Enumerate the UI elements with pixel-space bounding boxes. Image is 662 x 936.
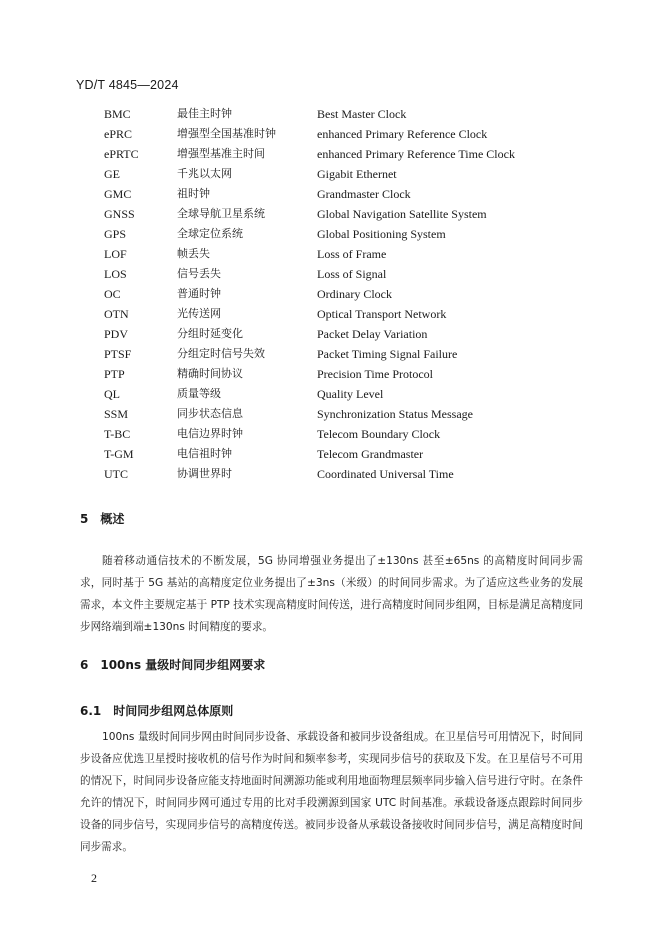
abbreviation-row — [104, 264, 564, 284]
abbreviation-code: QL — [104, 387, 120, 401]
abbreviation-row — [104, 424, 564, 444]
section-5-heading — [80, 510, 124, 527]
abbreviation-code: BMC — [104, 107, 131, 121]
abbreviation-code: PDV — [104, 327, 129, 341]
abbreviation-english: Loss of Frame — [317, 247, 387, 261]
abbreviation-chinese: 光传送网 — [177, 307, 221, 320]
abbreviation-english: Telecom Grandmaster — [317, 447, 424, 461]
abbreviation-chinese: 分组时延变化 — [177, 327, 243, 340]
abbreviation-english: Grandmaster Clock — [317, 187, 411, 201]
abbreviation-chinese: 电信边界时钟 — [177, 427, 243, 440]
abbreviation-english: Precision Time Protocol — [317, 367, 434, 381]
abbreviation-english: Ordinary Clock — [317, 287, 392, 301]
abbreviation-code: GE — [104, 167, 120, 181]
abbreviation-english: Gigabit Ethernet — [317, 167, 397, 181]
abbreviation-english: Telecom Boundary Clock — [317, 427, 441, 441]
section-6-1-number: 6.1 — [80, 704, 102, 718]
abbreviation-chinese: 增强型全国基准时钟 — [177, 127, 276, 140]
abbreviation-row — [104, 364, 564, 384]
abbreviation-code: ePRC — [104, 127, 133, 141]
abbreviation-row — [104, 244, 564, 264]
abbreviation-chinese: 精确时间协议 — [177, 367, 243, 380]
abbreviation-code: PTP — [104, 367, 125, 381]
abbreviation-row — [104, 124, 564, 144]
abbreviation-code: GMC — [104, 187, 132, 201]
abbreviation-row — [104, 384, 564, 404]
abbreviation-code: GPS — [104, 227, 127, 241]
section-6-1-paragraph: 100ns 量级时间同步网由时间同步设备、承载设备和被同步设备组成。在卫星信号可用情况下，时间同步设备应优选卫星授时接收机的信号作为时间和频率参考，实现同步信号的获取及下发。在卫星信号不可用的情况下，时间同步设备应能支持地面时间溯源功能或利用地面物理层频率同步输入信号进行守时。在条件允许的情况下，时间同步网可通过专用的比对手段溯源到国家 UTC 时间基准。承载设备逐点跟踪时间同步设备的同步信号，实现同步信号的高精度传送。被同步设备从承载设备接收时间同步信号，满足高精度时间同步需求。 — [80, 731, 583, 853]
abbreviation-english: Packet Delay Variation — [317, 327, 428, 341]
section-6-heading — [80, 656, 265, 673]
abbreviation-chinese: 全球导航卫星系统 — [177, 207, 265, 220]
abbreviation-chinese: 祖时钟 — [177, 187, 210, 200]
abbreviation-english: Global Navigation Satellite System — [317, 207, 487, 221]
abbreviation-chinese: 协调世界时 — [177, 467, 232, 480]
abbreviation-chinese: 普通时钟 — [177, 287, 221, 300]
abbreviation-code: SSM — [104, 407, 129, 421]
abbreviation-code: PTSF — [104, 347, 132, 361]
section-6-title: 100ns 量级时间同步组网要求 — [100, 658, 266, 672]
abbreviation-row — [104, 204, 564, 224]
abbreviation-list — [104, 104, 564, 484]
abbreviation-row — [104, 464, 564, 484]
abbreviation-row — [104, 444, 564, 464]
abbreviation-code: OC — [104, 287, 121, 301]
abbreviation-english: enhanced Primary Reference Clock — [317, 127, 488, 141]
abbreviation-english: Packet Timing Signal Failure — [317, 347, 458, 361]
abbreviation-row — [104, 104, 564, 124]
section-5-paragraph: 随着移动通信技术的不断发展，5G 协同增强业务提出了±130ns 甚至±65ns 的高精度时间同步需求，同时基于 5G 基站的高精度定位业务提出了±3ns（米级）的时间同步需求。为了适应这些业务的发展需求，本文件主要规定基于 PTP 技术实现高精度时间传送，进行高精度时间同步组网，目标是满足高精度同步网络端到端±130ns 时间精度的要求。 — [80, 555, 583, 633]
abbreviation-code: LOS — [104, 267, 127, 281]
abbreviation-english: Global Positioning System — [317, 227, 446, 241]
abbreviation-english: Quality Level — [317, 387, 384, 401]
abbreviation-chinese: 帧丢失 — [177, 247, 210, 260]
abbreviation-chinese: 同步状态信息 — [177, 407, 243, 420]
abbreviation-code: T-BC — [104, 427, 131, 441]
abbreviation-chinese: 分组定时信号失效 — [177, 347, 265, 360]
abbreviation-row — [104, 344, 564, 364]
abbreviation-row — [104, 304, 564, 324]
abbreviation-code: GNSS — [104, 207, 135, 221]
abbreviation-chinese: 全球定位系统 — [177, 227, 243, 240]
abbreviation-chinese: 信号丢失 — [177, 267, 221, 280]
abbreviation-chinese: 最佳主时钟 — [177, 107, 232, 120]
abbreviation-english: Best Master Clock — [317, 107, 407, 121]
abbreviation-english: Coordinated Universal Time — [317, 467, 454, 481]
abbreviation-row — [104, 324, 564, 344]
abbreviation-code: UTC — [104, 467, 128, 481]
section-6-1-title: 时间同步组网总体原则 — [113, 704, 234, 718]
abbreviation-code: LOF — [104, 247, 127, 261]
abbreviation-english: Synchronization Status Message — [317, 407, 473, 421]
abbreviation-english: enhanced Primary Reference Time Clock — [317, 147, 515, 161]
abbreviation-row — [104, 184, 564, 204]
abbreviation-row — [104, 284, 564, 304]
abbreviation-code: OTN — [104, 307, 129, 321]
abbreviation-english: Optical Transport Network — [317, 307, 447, 321]
section-6-1-heading — [80, 702, 233, 719]
abbreviation-code: ePRTC — [104, 147, 139, 161]
abbreviation-chinese: 增强型基准主时间 — [177, 147, 265, 160]
section-6-number: 6 — [80, 658, 89, 672]
abbreviation-english: Loss of Signal — [317, 267, 387, 281]
abbreviation-chinese: 千兆以太网 — [177, 167, 232, 180]
abbreviation-row — [104, 164, 564, 184]
abbreviation-code: T-GM — [104, 447, 134, 461]
section-5-number: 5 — [80, 512, 89, 526]
abbreviation-chinese: 电信祖时钟 — [177, 447, 232, 460]
abbreviation-row — [104, 224, 564, 244]
abbreviation-row — [104, 404, 564, 424]
abbreviation-chinese: 质量等级 — [177, 387, 221, 400]
section-5-title: 概述 — [100, 512, 125, 526]
document-id-header: YD/T 4845—2024 — [76, 78, 179, 92]
abbreviation-row — [104, 144, 564, 164]
page-number: 2 — [91, 871, 97, 885]
